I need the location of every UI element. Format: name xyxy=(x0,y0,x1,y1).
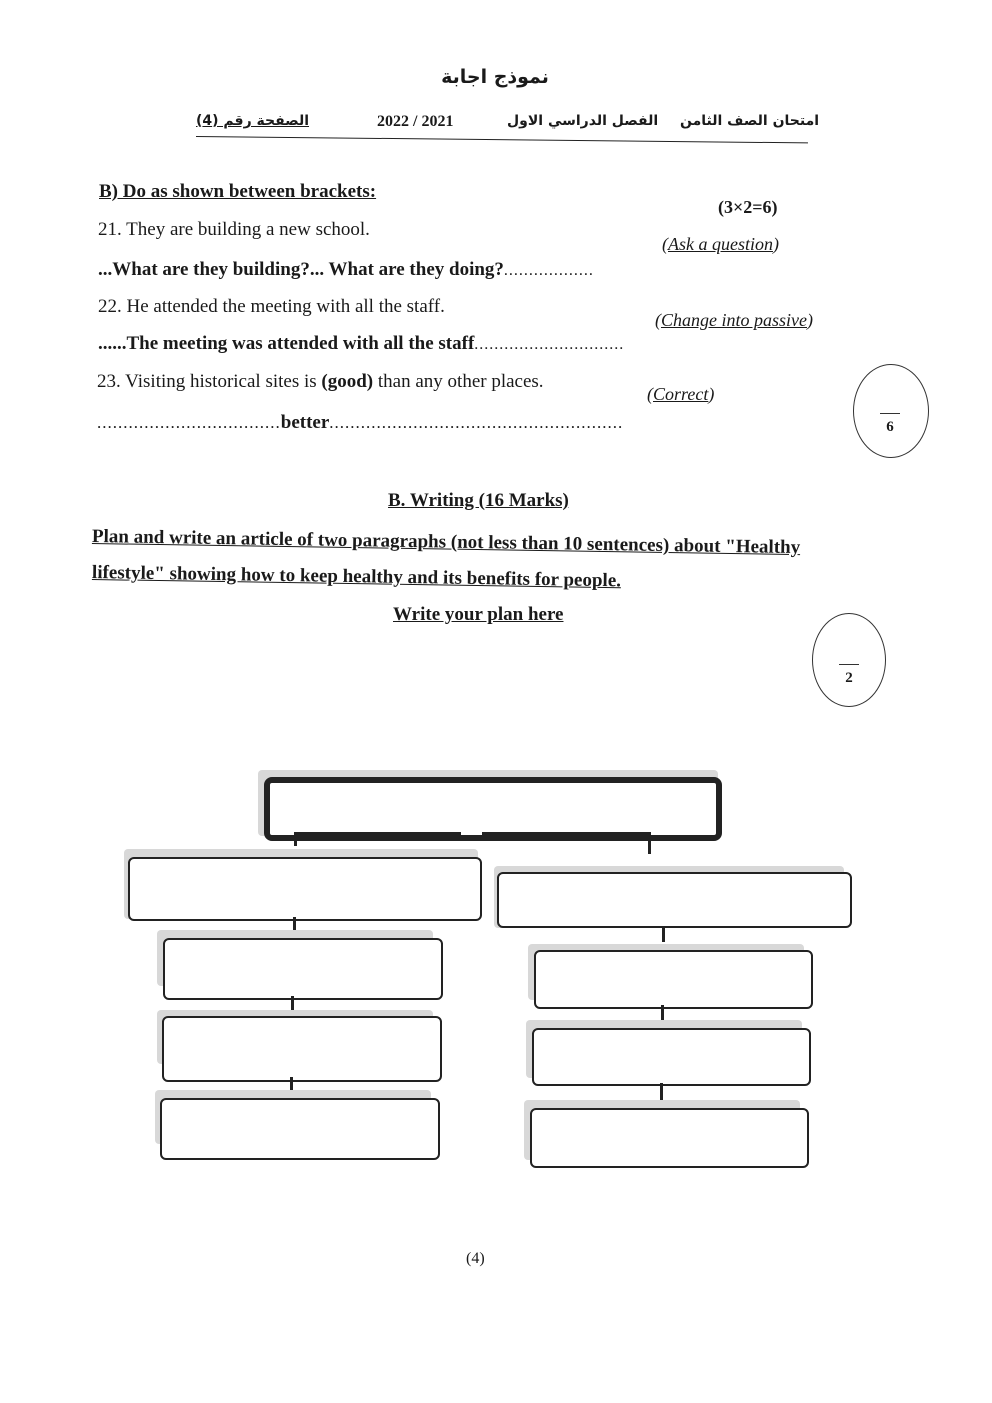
answer-23-prefix-dots: ................................... xyxy=(97,413,281,432)
point-2-3-box[interactable] xyxy=(530,1108,809,1168)
question-21: 21. They are building a new school. xyxy=(98,219,370,240)
question-23-rest: than any other places. xyxy=(377,371,544,392)
score-bar xyxy=(839,664,859,665)
writing-task-line-1: Plan and write an article of two paragraphs (not less than 10 sentences) about "Healthy xyxy=(91,526,801,559)
connector xyxy=(660,1083,663,1101)
header-year: 2022 / 2021 xyxy=(377,113,454,130)
header-exam: امتحان الصف الثامن xyxy=(680,113,820,129)
section-b-marks: (3×2=6) xyxy=(718,197,778,217)
score-circle-writing xyxy=(812,613,886,707)
page-number: (4) xyxy=(466,1250,485,1267)
header-divider xyxy=(196,136,808,143)
question-22: 22. He attended the meeting with all the staff. xyxy=(98,296,445,317)
score-bar xyxy=(880,413,900,414)
page-title: نموذج اجابة xyxy=(441,66,549,88)
point-1-3-box[interactable] xyxy=(160,1098,440,1160)
instruction-22-text: Change into passive xyxy=(661,310,807,330)
connector xyxy=(295,832,461,838)
paragraph-2-box[interactable] xyxy=(497,872,852,928)
connector xyxy=(293,917,296,931)
answer-22-dots: .............................. xyxy=(474,336,625,353)
header-semester: الفصل الدراسي الاول xyxy=(507,113,659,129)
answer-21-dots: .................. xyxy=(503,262,594,279)
connector xyxy=(294,832,297,846)
writing-plan-label: Write your plan here xyxy=(393,604,564,625)
answer-23-text: better xyxy=(280,412,330,433)
connector xyxy=(482,832,650,838)
score-total-writing: 2 xyxy=(845,670,853,686)
connector xyxy=(648,832,651,854)
paragraph-1-box[interactable] xyxy=(128,857,482,921)
point-1-2-box[interactable] xyxy=(162,1016,442,1082)
question-23-text: 23. Visiting historical sites is xyxy=(97,371,317,392)
question-23-word: (good) xyxy=(321,371,374,392)
score-circle-section-b xyxy=(853,364,929,458)
instruction-21: (Ask a question) xyxy=(662,234,779,254)
writing-task-line-2: lifestyle" showing how to keep healthy and its benefits for people. xyxy=(91,562,622,592)
point-2-2-box[interactable] xyxy=(532,1028,811,1086)
connector xyxy=(662,926,665,942)
point-2-1-box[interactable] xyxy=(534,950,813,1009)
score-total-section-b: 6 xyxy=(886,419,894,435)
header-page-label: الصفحة رقم (4) xyxy=(196,113,310,129)
point-1-1-box[interactable] xyxy=(163,938,443,1000)
answer-22 xyxy=(98,333,624,355)
instruction-21-text: Ask a question xyxy=(668,234,773,254)
question-23 xyxy=(97,371,544,393)
instruction-23: (Correct) xyxy=(647,384,715,404)
answer-23-dots: ........................................................ xyxy=(329,413,624,432)
instruction-23-text: Correct xyxy=(653,384,709,404)
writing-heading: B. Writing (16 Marks) xyxy=(388,490,569,511)
instruction-22: (Change into passive) xyxy=(655,310,813,330)
answer-21-text: ...What are they building?... What are they doing? xyxy=(98,259,504,280)
section-b-heading: B) Do as shown between brackets: xyxy=(99,181,377,202)
answer-21 xyxy=(98,259,594,281)
answer-23 xyxy=(97,412,623,434)
answer-22-text: ......The meeting was attended with all the staff xyxy=(98,333,475,354)
